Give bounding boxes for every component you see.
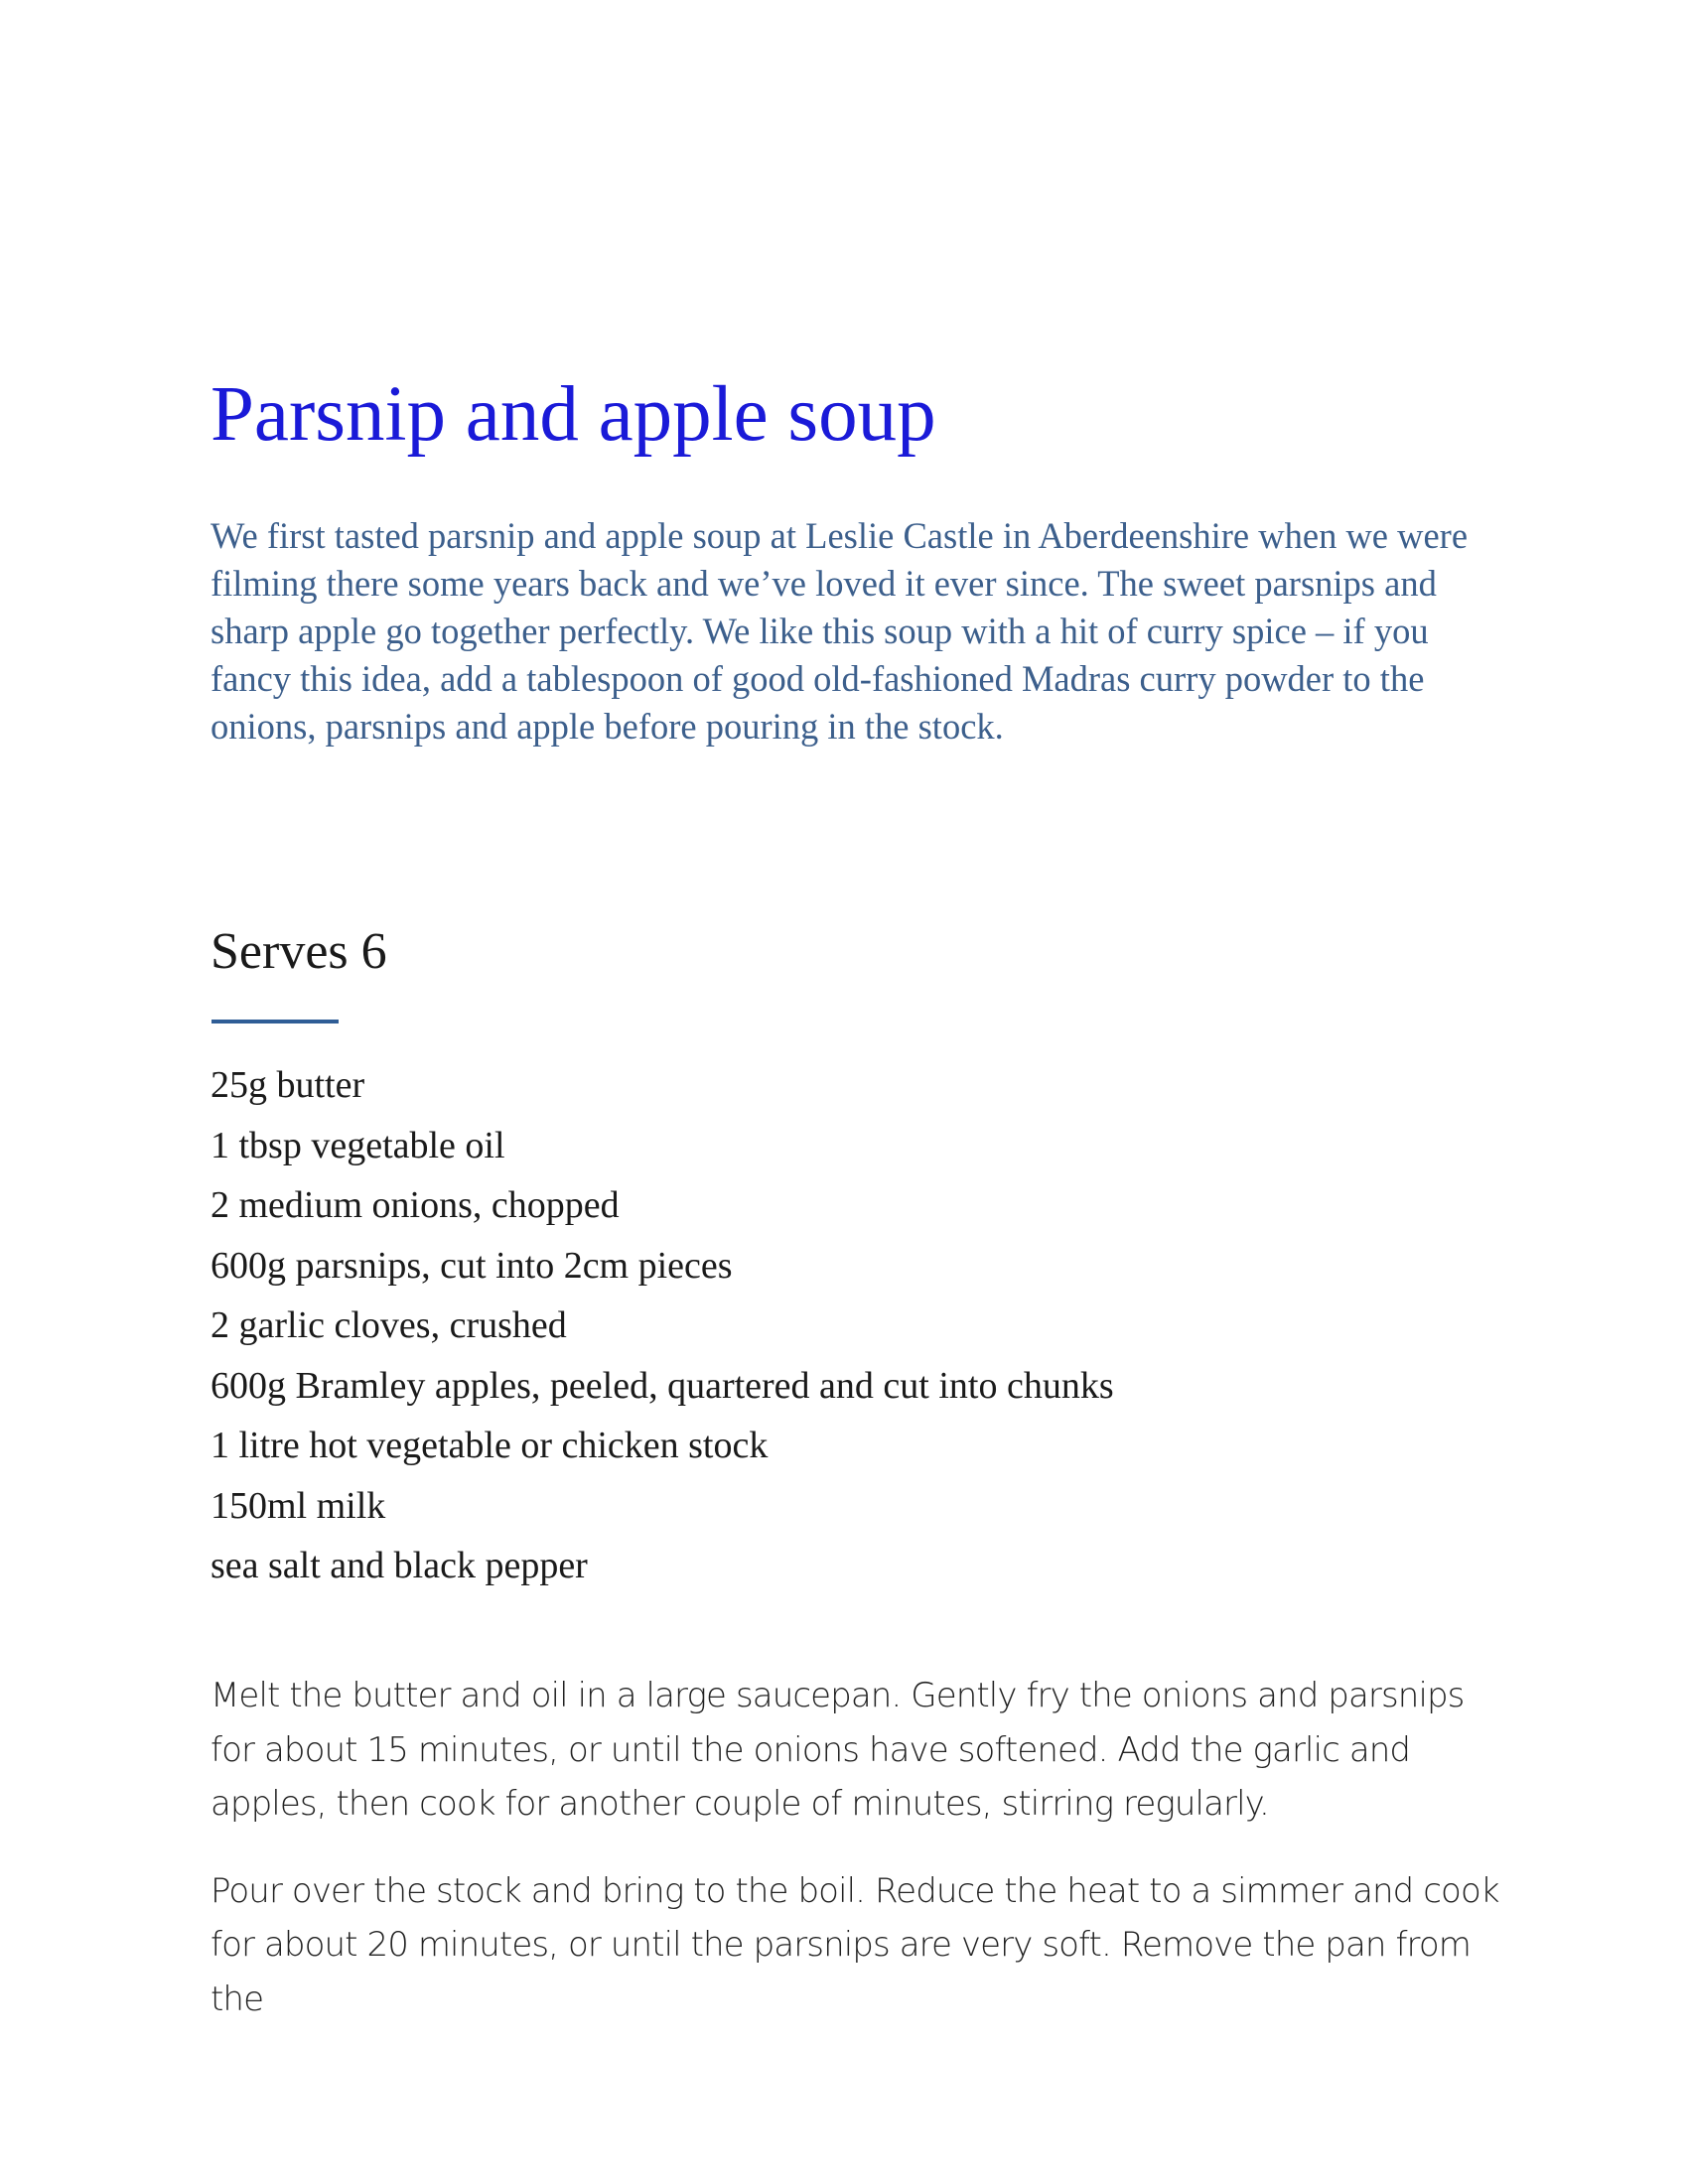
serves-heading: Serves 6	[211, 923, 387, 980]
ingredient-item: 600g parsnips, cut into 2cm pieces	[211, 1244, 733, 1287]
recipe-intro: We first tasted parsnip and apple soup at Leslie Castle in Aberdeenshire when we were filming there some years back and we’ve loved it ever since. The sweet parsnips and sharp apple go together perfectly. We like this soup with a hit of curry spice – if you fancy this idea, add a tablespoon of good old-fashioned Madras curry powder to the onions, parsnips and apple before pouring in the stock.	[211, 515, 1469, 747]
ingredient-item: sea salt and black pepper	[211, 1545, 588, 1586]
method-step: Pour over the stock and bring to the boil. Reduce the heat to a simmer and cook for about 20 minutes, or until the parsnips are very soft. Remove the pan from the	[211, 1870, 1499, 2019]
ingredient-item: 1 litre hot vegetable or chicken stock	[211, 1425, 769, 1466]
ingredient-item: 25g butter	[211, 1064, 365, 1106]
ingredient-item: 2 garlic cloves, crushed	[211, 1304, 567, 1346]
method-step: Melt the butter and oil in a large saucepan. Gently fry the onions and parsnips for about 15 minutes, or until the onions have softened. Add the garlic and apples, then cook for another couple of minutes, stirring regularly.	[211, 1676, 1465, 1824]
ingredient-item: 150ml milk	[211, 1484, 386, 1527]
ingredient-list	[211, 1055, 1114, 1596]
ingredient-item: 1 tbsp vegetable oil	[211, 1124, 505, 1166]
ingredient-item: 2 medium onions, chopped	[211, 1184, 620, 1226]
method-section	[211, 1669, 1501, 2059]
section-divider	[211, 1020, 339, 1024]
ingredient-item: 600g Bramley apples, peeled, quartered and cut into chunks	[211, 1364, 1114, 1407]
recipe-title: Parsnip and apple soup	[211, 371, 936, 458]
